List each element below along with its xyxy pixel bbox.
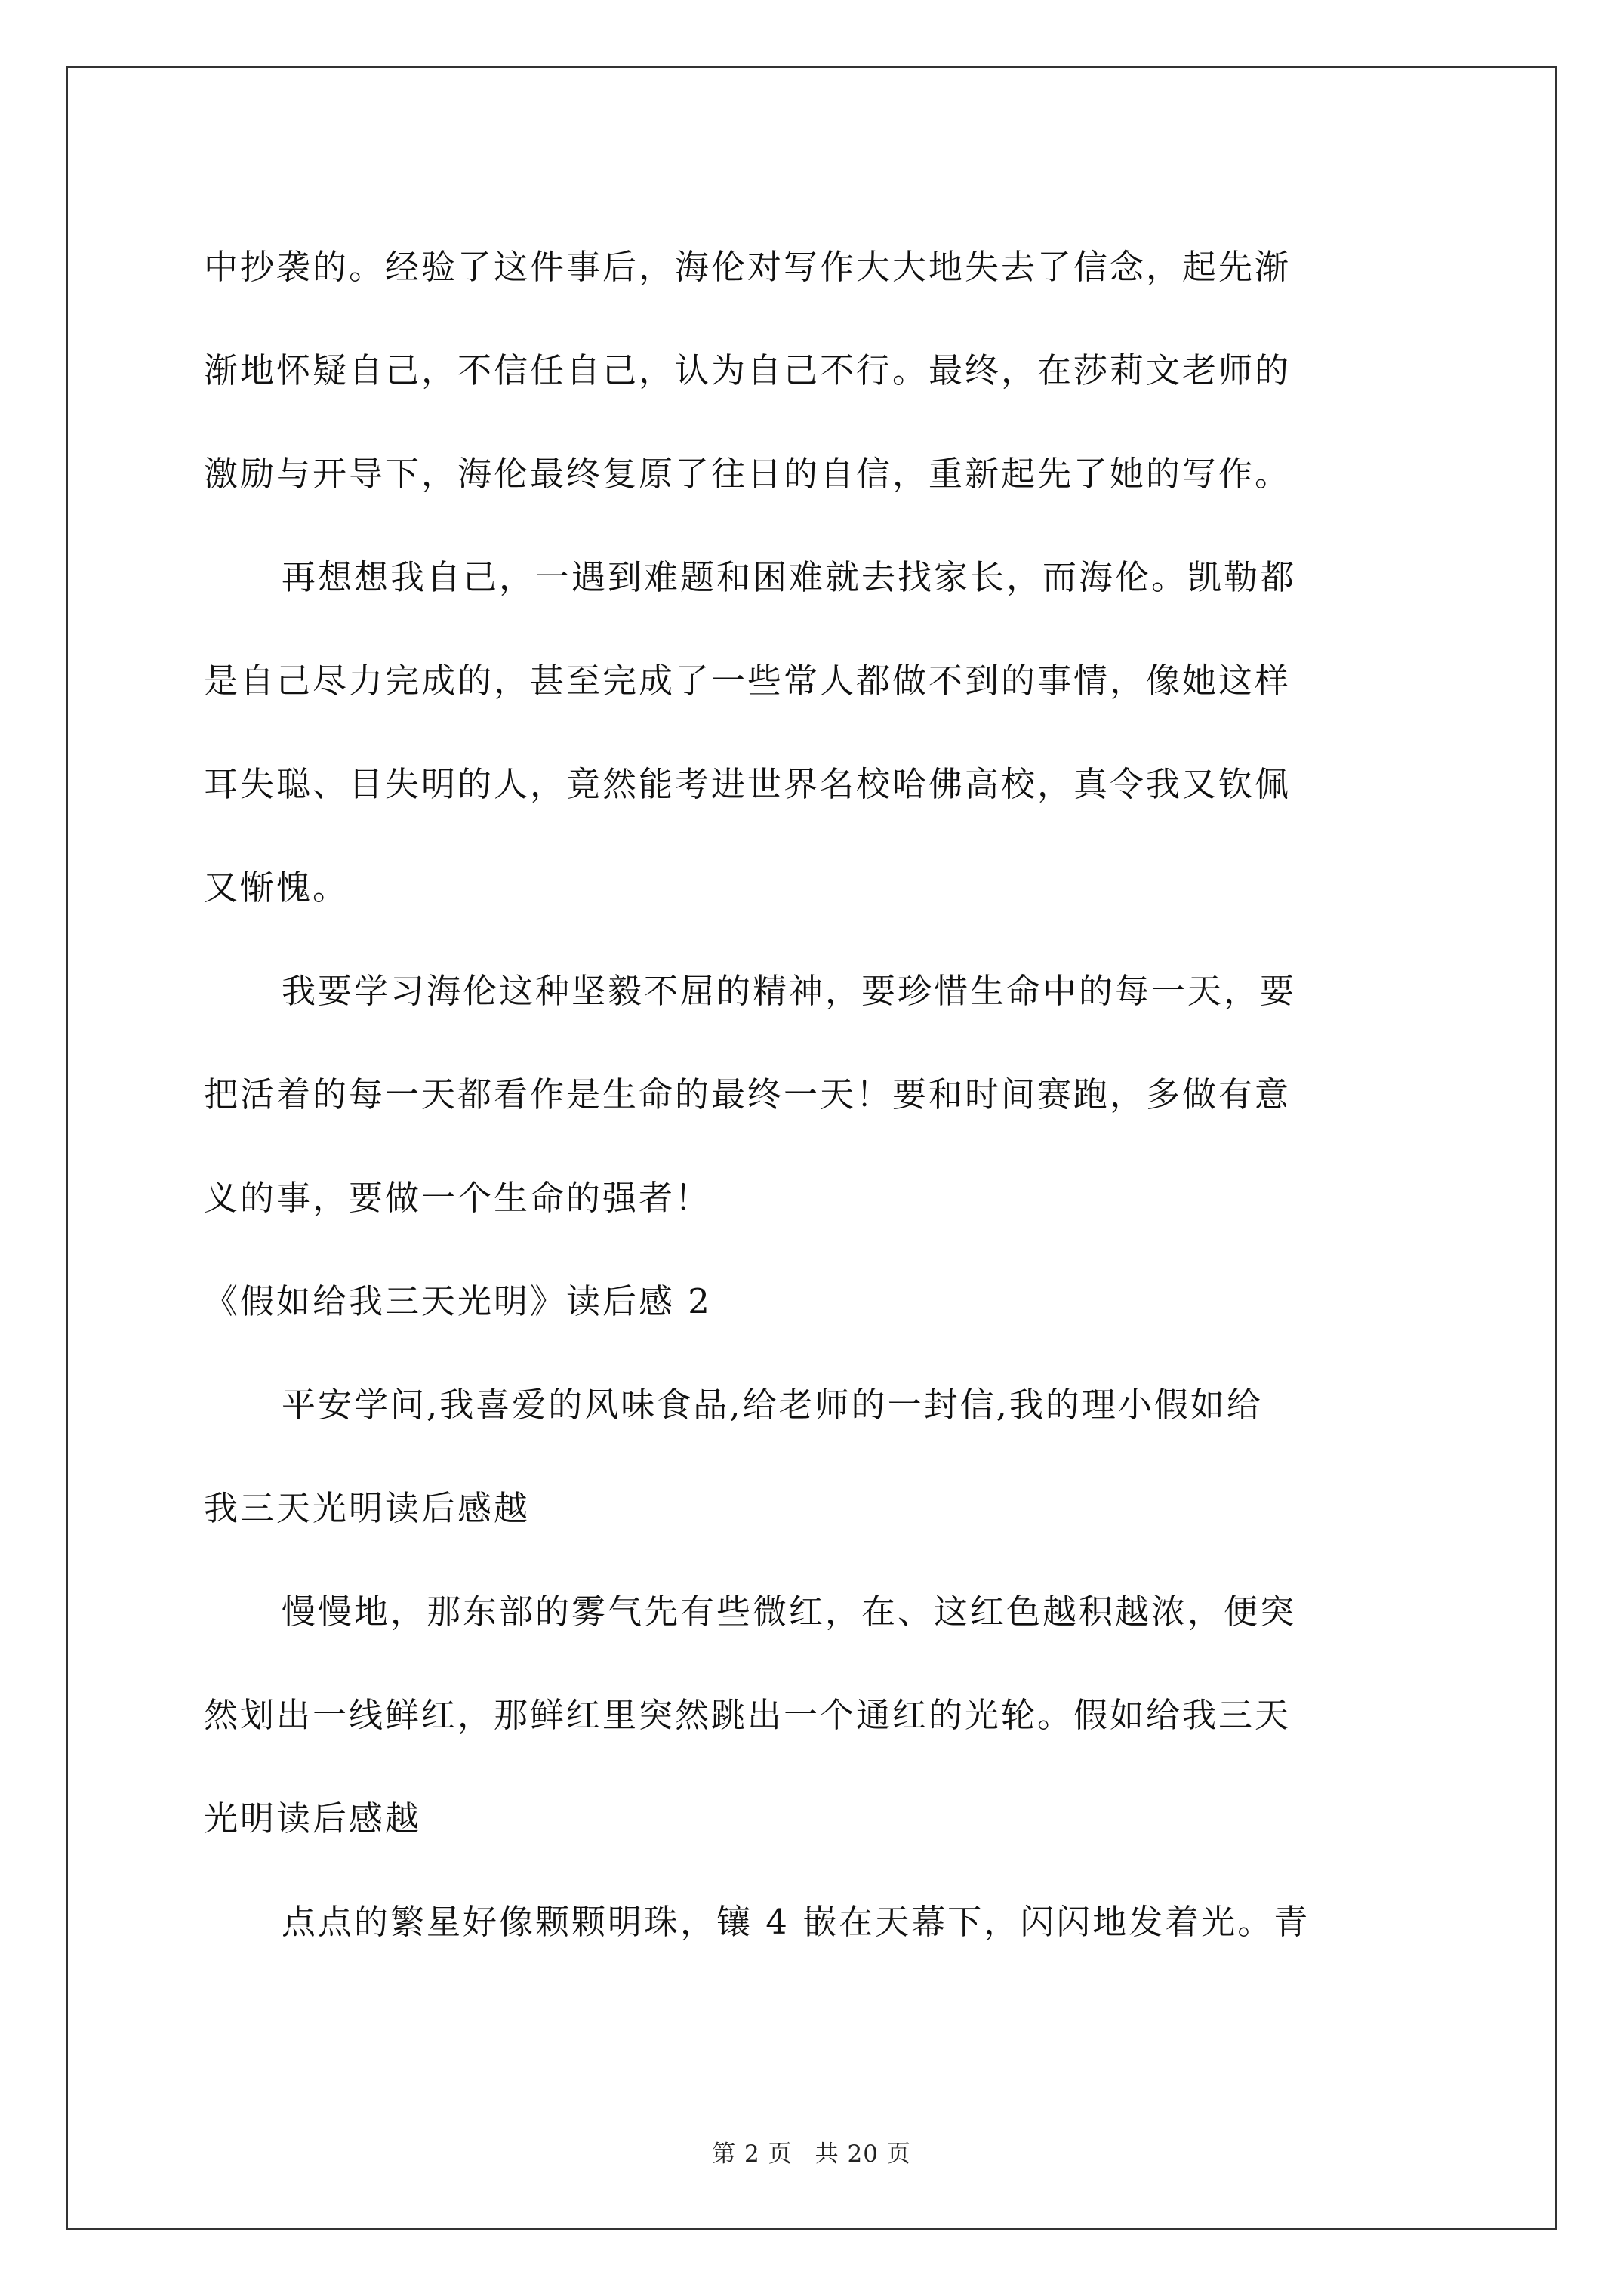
document-body — [204, 215, 1419, 1974]
text-line: 中抄袭的。经验了这件事后，海伦对写作大大地失去了信念，起先渐 — [204, 247, 1292, 287]
text-line: 我三天光明读后感越 — [204, 1488, 531, 1528]
text-line: 我要学习海伦这种坚毅不屈的精神，要珍惜生命中的每一天，要 — [282, 971, 1297, 1011]
text-line: 光明读后感越 — [204, 1798, 422, 1838]
text-line: 渐地怀疑自己，不信任自己，认为自己不行。最终，在莎莉文老师的 — [204, 350, 1292, 390]
paragraph-intro — [204, 1353, 1419, 1560]
text-line: 点点的繁星好像颗颗明珠，镶 4 嵌在天幕下，闪闪地发着光。青 — [282, 1902, 1310, 1942]
text-line: 激励与开导下，海伦最终复原了往日的自信，重新起先了她的写作。 — [204, 454, 1292, 494]
text-line: 平安学问,我喜爱的风味食品,给老师的一封信,我的理小假如给 — [282, 1385, 1263, 1425]
text-line: 慢慢地，那东部的雾气先有些微红，在、这红色越积越浓，便突 — [282, 1592, 1297, 1632]
text-line: 又惭愧。 — [204, 868, 350, 908]
page-number: 第 2 页 — [712, 2140, 793, 2168]
paragraph-stars — [204, 1870, 1419, 1974]
paragraph-reflection — [204, 525, 1419, 939]
heading-text: 《假如给我三天光明》读后感 2 — [204, 1281, 712, 1321]
text-line: 义的事，要做一个生命的强者！ — [204, 1178, 712, 1218]
text-line: 然划出一线鲜红，那鲜红里突然跳出一个通红的光轮。假如给我三天 — [204, 1695, 1292, 1735]
page-total: 共 20 页 — [815, 2140, 911, 2168]
page-footer — [0, 2134, 1623, 2168]
paragraph-continuation — [204, 215, 1419, 525]
text-line: 是自己尽力完成的，甚至完成了一些常人都做不到的事情，像她这样 — [204, 661, 1292, 701]
text-line: 再想想我自己，一遇到难题和困难就去找家长，而海伦。凯勒都 — [282, 557, 1297, 597]
text-line: 把活着的每一天都看作是生命的最终一天！要和时间赛跑，多做有意 — [204, 1074, 1292, 1114]
paragraph-resolution — [204, 939, 1419, 1250]
section-heading — [204, 1250, 1419, 1353]
paragraph-sunrise — [204, 1560, 1419, 1870]
text-line: 耳失聪、目失明的人，竟然能考进世界名校哈佛高校，真令我又钦佩 — [204, 764, 1292, 804]
